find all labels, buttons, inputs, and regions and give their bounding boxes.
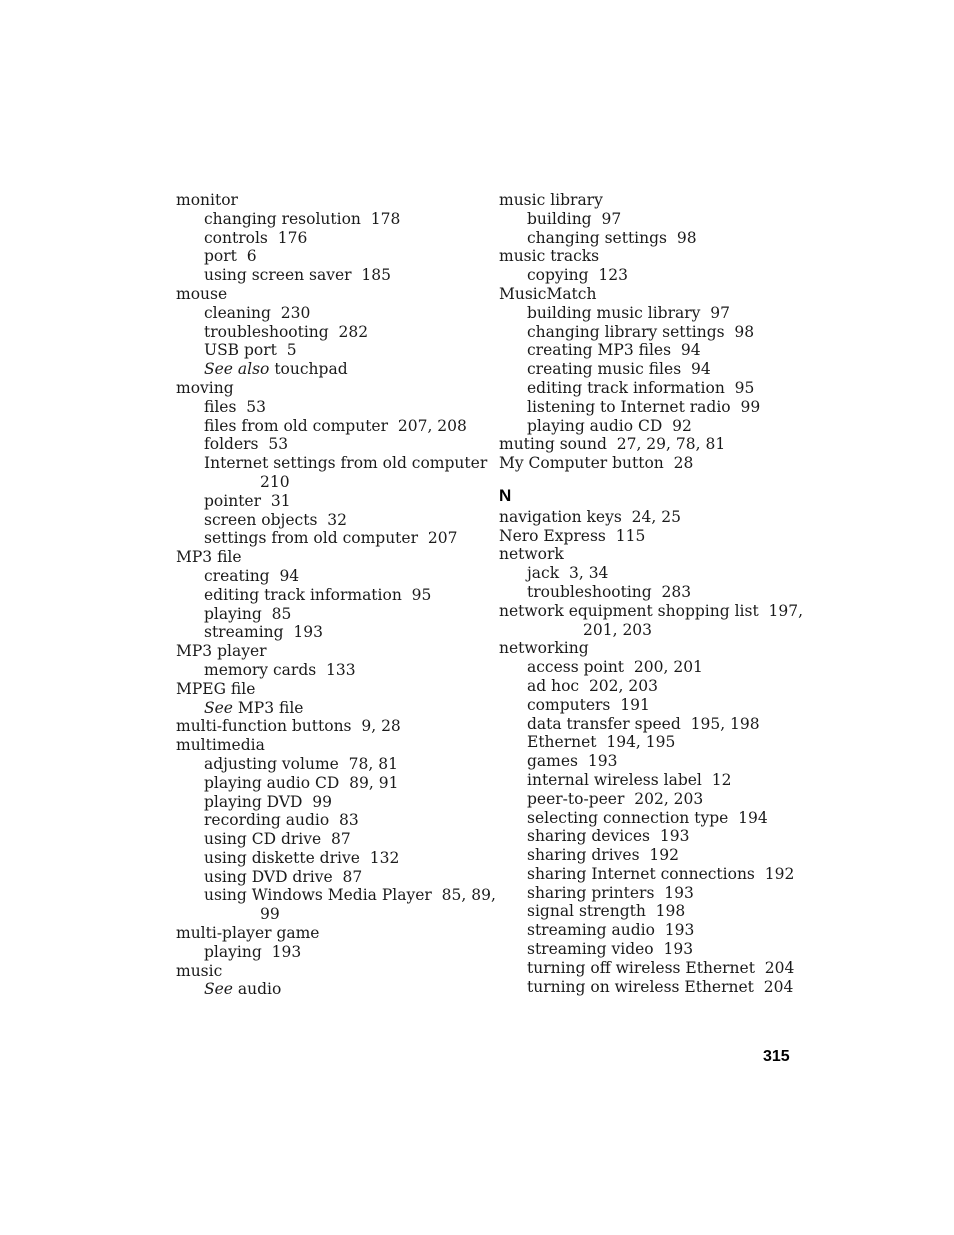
- section-heading-n: N: [499, 485, 512, 505]
- entry-text: controls 176: [204, 228, 308, 247]
- index-subentry: [176, 623, 476, 642]
- index-subentry: [176, 830, 476, 849]
- entry-text: settings from old computer 207: [204, 529, 458, 548]
- index-subentry: [176, 586, 476, 605]
- entry-text: turning on wireless Ethernet 204: [527, 977, 794, 996]
- entry-text: port 6: [204, 247, 257, 266]
- index-subentry: [176, 511, 476, 530]
- index-subentry: [176, 868, 476, 887]
- index-subentry: [176, 417, 476, 436]
- entry-text: MusicMatch: [499, 284, 597, 303]
- entry-text: editing track information 95: [527, 378, 755, 397]
- cross-reference-label: See: [204, 980, 233, 999]
- index-subentry: [499, 210, 799, 229]
- cross-reference-label: See also: [204, 360, 270, 379]
- entry-text: changing library settings 98: [527, 322, 755, 341]
- entry-text: internal wireless label 12: [527, 770, 732, 789]
- index-subentry: [176, 454, 488, 473]
- index-entry: [176, 962, 476, 981]
- index-subentry: [176, 661, 476, 680]
- index-entry: [499, 527, 799, 546]
- entry-text: computers 191: [527, 695, 650, 714]
- entry-text: USB port 5: [204, 341, 297, 360]
- entry-text: moving: [176, 378, 234, 397]
- entry-text: multimedia: [176, 736, 265, 755]
- entry-text: data transfer speed 195, 198: [527, 714, 760, 733]
- entry-text: multi-function buttons 9, 28: [176, 717, 401, 736]
- index-subentry: [176, 567, 476, 586]
- entry-text: selecting connection type 194: [527, 808, 768, 827]
- index-subentry: [499, 978, 799, 997]
- entry-text: changing resolution 178: [204, 209, 401, 228]
- entry-text: music library: [499, 191, 603, 209]
- index-entry: [176, 924, 476, 943]
- entry-text: 201, 203: [583, 620, 653, 639]
- index-subentry: [176, 341, 476, 360]
- entry-text: creating 94: [204, 566, 300, 585]
- entry-text: building 97: [527, 209, 622, 228]
- index-entry: [499, 435, 799, 454]
- entry-text: recording audio 83: [204, 811, 359, 830]
- index-subentry: [499, 341, 799, 360]
- index-subentry: [499, 417, 799, 436]
- entry-text: mouse: [176, 284, 228, 303]
- entry-text: changing settings 98: [527, 228, 697, 247]
- index-entry: [499, 545, 799, 564]
- entry-text: Internet settings from old computer: [204, 454, 488, 473]
- index-subentry: [176, 793, 476, 812]
- index-subentry: [176, 811, 476, 830]
- index-entry: [499, 601, 804, 621]
- entry-text: Ethernet 194, 195: [527, 733, 676, 752]
- index-subentry: [499, 398, 799, 417]
- index-subentry: [499, 323, 799, 342]
- entry-text: playing DVD 99: [204, 792, 333, 811]
- index-subentry: [499, 696, 799, 715]
- index-subentry: [176, 435, 476, 454]
- entry-text: MP3 file: [176, 548, 242, 567]
- index-subentry: [176, 360, 476, 379]
- entry-text: signal strength 198: [527, 902, 686, 921]
- entry-text: playing audio CD 89, 91: [204, 773, 399, 792]
- index-subentry: [499, 266, 799, 285]
- entry-text: playing 193: [204, 942, 302, 961]
- entry-text: muting sound 27, 29, 78, 81: [499, 435, 726, 454]
- index-subentry: [499, 379, 799, 398]
- entry-text: files 53: [204, 397, 266, 416]
- entry-text: sharing printers 193: [527, 883, 694, 902]
- index-subentry: [176, 699, 476, 718]
- index-subentry: [176, 755, 476, 774]
- entry-text: files from old computer 207, 208: [204, 416, 467, 435]
- entry-text: ad hoc 202, 203: [527, 676, 658, 695]
- index-subentry: [176, 398, 476, 417]
- index-entry: [499, 454, 799, 473]
- entry-text: sharing drives 192: [527, 846, 679, 865]
- entry-text: 99: [260, 905, 280, 924]
- index-entry: [499, 191, 799, 210]
- index-continuation: [499, 621, 799, 640]
- entry-text: streaming video 193: [527, 940, 694, 959]
- entry-text: 210: [260, 472, 290, 491]
- index-subentry: [499, 733, 799, 752]
- entry-text: streaming 193: [204, 623, 324, 642]
- index-subentry: [499, 564, 799, 583]
- entry-text: creating music files 94: [527, 360, 711, 379]
- entry-text: peer-to-peer 202, 203: [527, 789, 704, 808]
- index-subentry: [499, 658, 799, 677]
- entry-text: access point 200, 201: [527, 658, 703, 677]
- index-entry: [499, 508, 799, 527]
- entry-text: memory cards 133: [204, 660, 356, 679]
- cross-reference-label: See: [204, 698, 233, 717]
- index-subentry: [176, 886, 496, 905]
- entry-text: playing audio CD 92: [527, 416, 692, 435]
- index-left-column: [176, 191, 496, 999]
- entry-text: MP3 player: [176, 642, 267, 661]
- entry-text: folders 53: [204, 435, 289, 454]
- entry-text: navigation keys 24, 25: [499, 507, 681, 526]
- index-subentry: [176, 774, 476, 793]
- entry-text: Nero Express 115: [499, 526, 646, 545]
- index-continuation: [176, 473, 476, 492]
- entry-text: MPEG file: [176, 679, 256, 698]
- index-entry: [176, 379, 476, 398]
- entry-text: using diskette drive 132: [204, 848, 400, 867]
- entry-text: games 193: [527, 752, 618, 771]
- entry-text: cleaning 230: [204, 303, 311, 322]
- entry-text: jack 3, 34: [527, 564, 609, 583]
- index-subentry: [499, 827, 799, 846]
- entry-text: troubleshooting 283: [527, 582, 692, 601]
- entry-text: multi-player game: [176, 924, 320, 943]
- index-subentry: [499, 715, 799, 734]
- index-subentry: [176, 247, 476, 266]
- index-entry: [176, 285, 476, 304]
- index-subentry: [176, 229, 476, 248]
- entry-text: playing 85: [204, 604, 292, 623]
- entry-text: network equipment shopping list 197,: [499, 601, 804, 620]
- index-subentry: [176, 266, 476, 285]
- index-entry: [176, 642, 476, 661]
- entry-text: using Windows Media Player 85, 89,: [204, 886, 496, 905]
- entry-text: using DVD drive 87: [204, 867, 363, 886]
- entry-text: streaming audio 193: [527, 921, 695, 940]
- entry-text: using CD drive 87: [204, 830, 351, 849]
- entry-text: listening to Internet radio 99: [527, 397, 761, 416]
- entry-text: turning off wireless Ethernet 204: [527, 958, 795, 977]
- index-entry: [176, 736, 476, 755]
- index-entries-m: [499, 191, 799, 473]
- entry-text: building music library 97: [527, 303, 730, 322]
- index-subentry: [499, 304, 799, 323]
- index-subentry: [499, 902, 799, 921]
- entry-text: pointer 31: [204, 491, 291, 510]
- entry-text: adjusting volume 78, 81: [204, 754, 398, 773]
- index-subentry: [499, 229, 799, 248]
- index-entry: [499, 247, 799, 266]
- index-subentry: [499, 809, 799, 828]
- entry-text: MP3 file: [232, 698, 304, 717]
- index-entry: [499, 285, 799, 304]
- index-subentry: [176, 529, 476, 548]
- index-subentry: [499, 884, 799, 903]
- index-subentry: [176, 605, 476, 624]
- page-number: 315: [763, 1048, 790, 1065]
- index-subentry: [499, 790, 799, 809]
- index-subentry: [176, 980, 476, 999]
- index-entry: [499, 639, 799, 658]
- index-continuation: [176, 905, 476, 924]
- index-subentry: [499, 921, 799, 940]
- entry-text: networking: [499, 639, 589, 658]
- index-entry: [176, 717, 476, 736]
- entry-text: copying 123: [527, 266, 628, 285]
- index-subentry: [499, 771, 799, 790]
- index-subentry: [176, 943, 476, 962]
- entry-text: creating MP3 files 94: [527, 341, 701, 360]
- index-entry: [176, 680, 476, 699]
- entry-text: troubleshooting 282: [204, 322, 369, 341]
- index-subentry: [499, 752, 799, 771]
- entry-text: touchpad: [269, 360, 348, 379]
- entry-text: network: [499, 545, 564, 564]
- index-subentry: [499, 846, 799, 865]
- index-subentry: [499, 865, 799, 884]
- entry-text: music: [176, 961, 223, 980]
- index-subentry: [176, 304, 476, 323]
- index-entry: [176, 548, 476, 567]
- index-subentry: [499, 583, 799, 602]
- entry-text: screen objects 32: [204, 510, 347, 529]
- index-subentry: [176, 492, 476, 511]
- entry-text: editing track information 95: [204, 585, 432, 604]
- index-subentry: [499, 940, 799, 959]
- index-subentry: [499, 360, 799, 379]
- index-subentry: [499, 959, 799, 978]
- index-right-column: [499, 191, 804, 996]
- entry-text: monitor: [176, 191, 238, 209]
- index-subentry: [176, 210, 476, 229]
- entry-text: audio: [232, 980, 282, 999]
- entry-text: My Computer button 28: [499, 454, 694, 473]
- index-subentry: [176, 323, 476, 342]
- entry-text: using screen saver 185: [204, 266, 391, 285]
- index-subentry: [499, 677, 799, 696]
- index-subentry: [176, 849, 476, 868]
- entry-text: sharing devices 193: [527, 827, 690, 846]
- index-entries-n: [499, 507, 804, 997]
- index-entry: [176, 191, 476, 210]
- entry-text: sharing Internet connections 192: [527, 864, 795, 883]
- entry-text: music tracks: [499, 247, 600, 266]
